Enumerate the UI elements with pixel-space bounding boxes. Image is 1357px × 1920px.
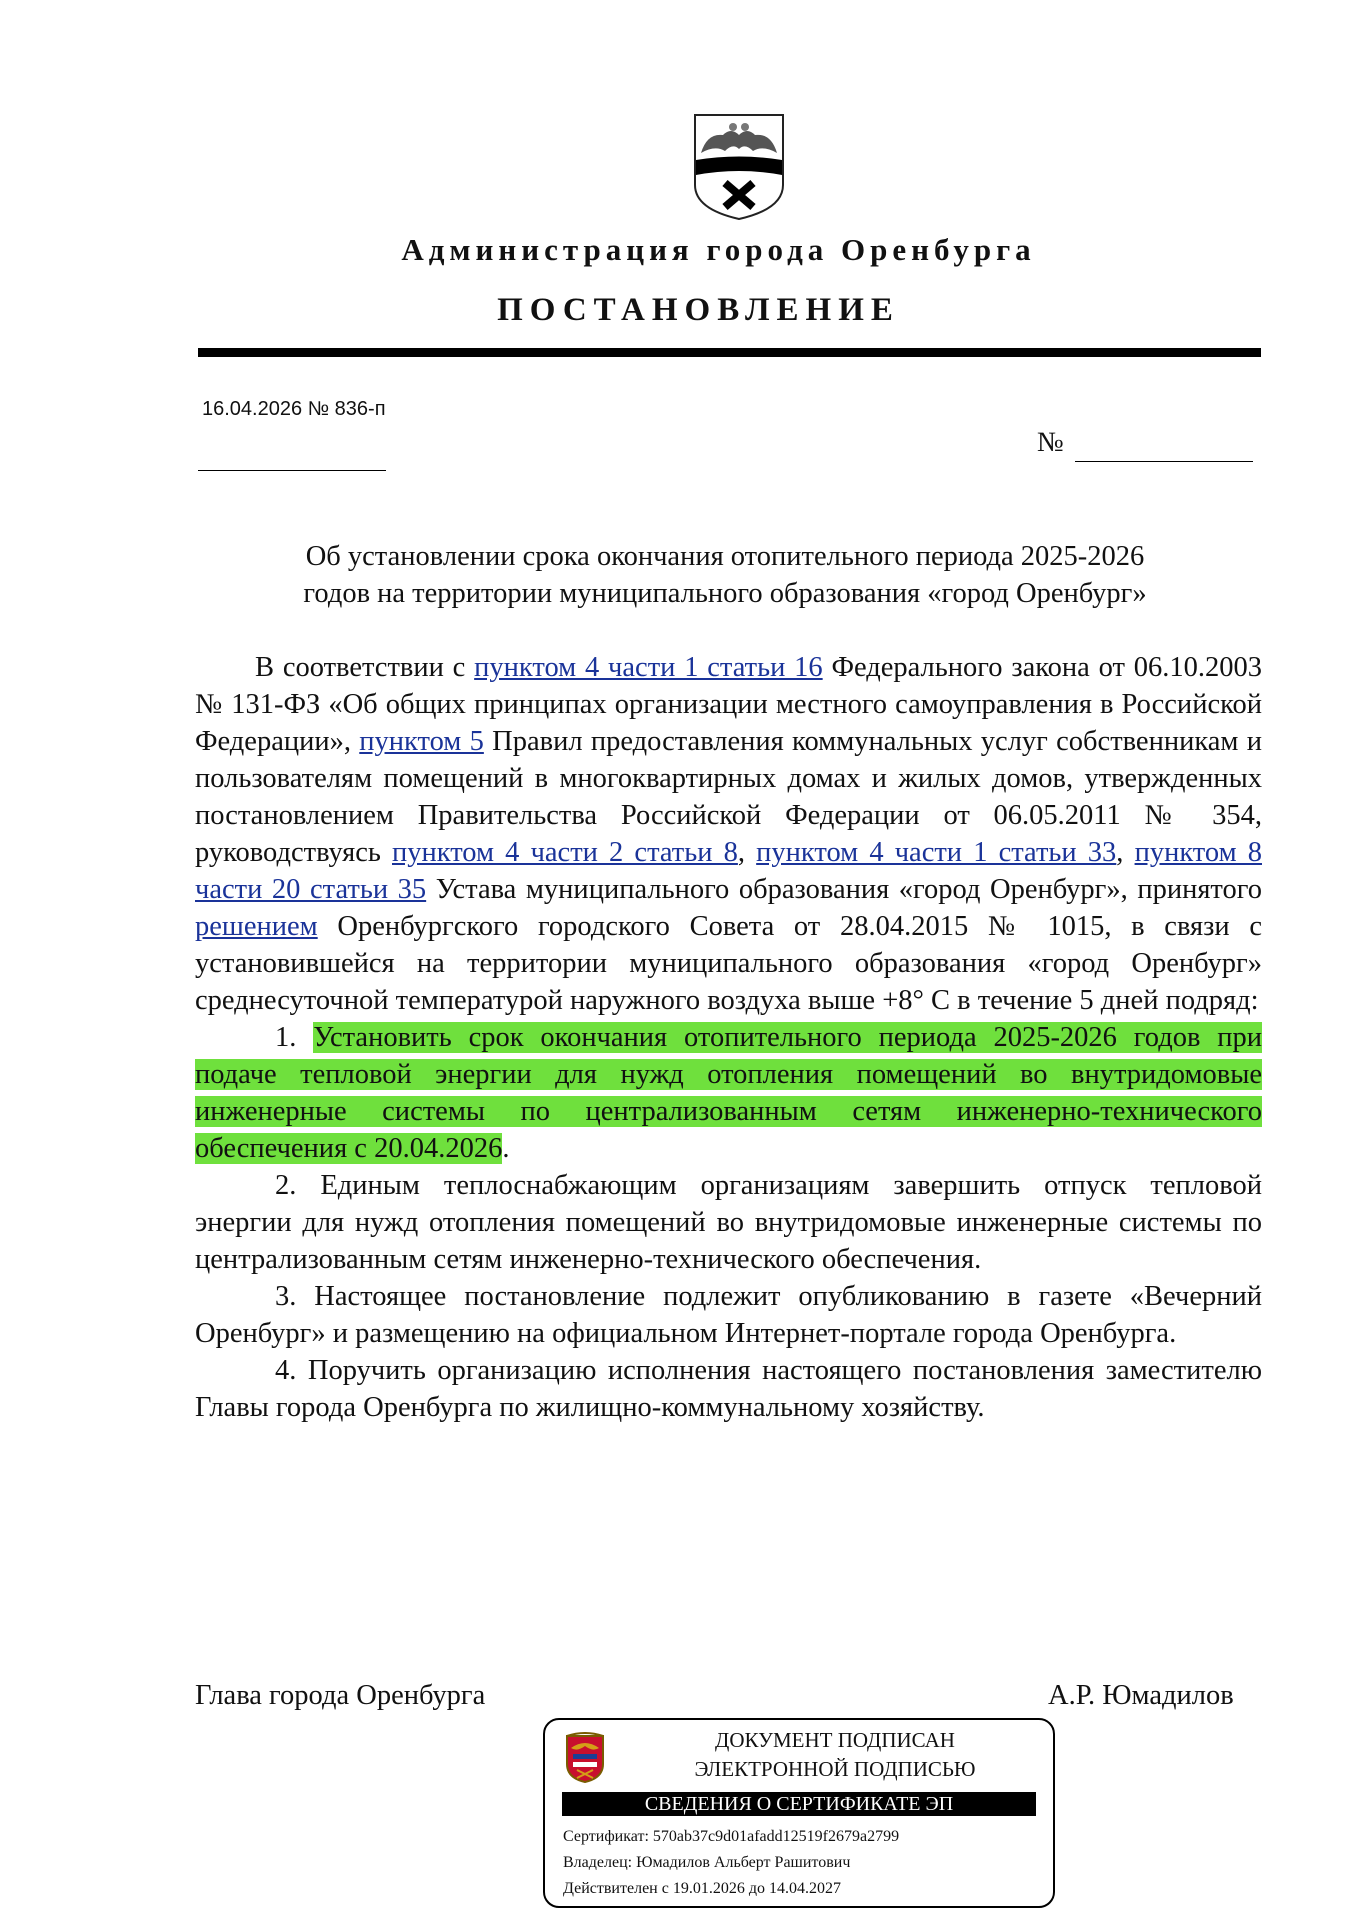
registration-stamp: 16.04.2026 № 836-п: [202, 398, 386, 420]
certificate-owner: Владелец: Юмадилов Альберт Рашитович: [563, 1854, 851, 1871]
document-type: ПОСТАНОВЛЕНИЕ: [497, 292, 900, 328]
preamble-text: ,: [737, 837, 757, 868]
document-body: [195, 649, 1262, 1426]
preamble-text: Федерального закона от 06.10.2003 № 131-ФЗ «Об общих принципах организации местного самоуправления в Российской Федерации»,: [195, 652, 1262, 757]
document-subject: [200, 538, 1250, 612]
preamble-text: ,: [1116, 837, 1135, 868]
esign-title-line-1: ДОКУМЕНТ ПОДПИСАН: [715, 1728, 955, 1752]
preamble-text: Устава муниципального образования «город Оренбург», принятого: [426, 874, 1262, 905]
signer-title: Глава города Оренбурга: [195, 1680, 486, 1711]
item-3: 3. Настоящее постановление подлежит опубликованию в газете «Вечерний Оренбург» и размещению на официальном Интернет-портале города Оренбурга.: [195, 1281, 1262, 1349]
legal-reference-link[interactable]: пунктом 4 части 2 статьи 8: [392, 837, 738, 868]
item-1-highlighted-text: Установить срок окончания отопительного периода 2025-2026 годов при подаче тепловой энергии для нужд отопления помещений во внутридомовые инженерные системы по централизованным сетям инженерно-технического обеспечения с 20.04.2026: [195, 1022, 1262, 1164]
item-1: [195, 1019, 1262, 1167]
city-coat-of-arms-icon: [693, 113, 785, 221]
date-blank-line: [198, 470, 386, 471]
certificate-id: Сертификат: 570ab37c9d01afadd12519f2679a2799: [563, 1828, 900, 1845]
preamble-text: Правил предоставления коммунальных услуг собственникам и пользователям помещений в многоквартирных домах и жилых домов, утвержденных постановлением Правительства Российской Федерации от 06.05.2011 № 354, руководствуясь: [195, 726, 1262, 868]
signer-name: А.Р. Юмадилов: [1048, 1680, 1234, 1711]
header-rule: [198, 348, 1261, 357]
subject-line-2: годов на территории муниципального образования «город Оренбург»: [303, 578, 1147, 609]
preamble-text: Оренбургского городского Совета от 28.04.2015 № 1015, в связи с установившейся на территории муниципального образования «город Оренбург» среднесуточной температурой наружного воздуха выше +8° С в течение 5 дней подряд:: [195, 911, 1262, 1016]
certificate-validity: Действителен с 19.01.2026 до 14.04.2027: [563, 1880, 841, 1897]
region-coat-of-arms-icon: [563, 1732, 607, 1784]
electronic-signature-stamp: [543, 1718, 1055, 1908]
certificate-info-bar: СВЕДЕНИЯ О СЕРТИФИКАТЕ ЭП: [562, 1792, 1036, 1816]
item-2: 2. Единым теплоснабжающим организациям завершить отпуск тепловой энергии для нужд отопления помещений во внутридомовые инженерные системы по централизованным сетям инженерно-технического обеспечения.: [195, 1170, 1262, 1275]
organization-title: Администрация города Оренбурга: [401, 232, 1036, 267]
legal-reference-link[interactable]: пунктом 4 части 1 статьи 33: [756, 837, 1117, 868]
legal-reference-link[interactable]: пунктом 5: [359, 726, 484, 757]
preamble-paragraph: [195, 649, 1262, 1019]
item-1-number: 1.: [275, 1022, 314, 1053]
number-sign: №: [1037, 427, 1064, 458]
legal-reference-link[interactable]: пунктом 4 части 1 статьи 16: [474, 652, 823, 683]
esign-title-line-2: ЭЛЕКТРОННОЙ ПОДПИСЬЮ: [694, 1757, 976, 1781]
legal-reference-link[interactable]: пунктом 8 части 20 статьи 35: [195, 837, 1262, 905]
legal-reference-link[interactable]: решением: [195, 911, 318, 942]
item-1-end: .: [502, 1133, 510, 1164]
item-4: 4. Поручить организацию исполнения настоящего постановления заместителю Главы города Оренбурга по жилищно-коммунальному хозяйству.: [195, 1355, 1262, 1423]
subject-line-1: Об установлении срока окончания отопительного периода 2025-2026: [305, 541, 1145, 572]
preamble-text: В соответствии с: [255, 652, 475, 683]
number-blank-line: [1075, 461, 1253, 462]
